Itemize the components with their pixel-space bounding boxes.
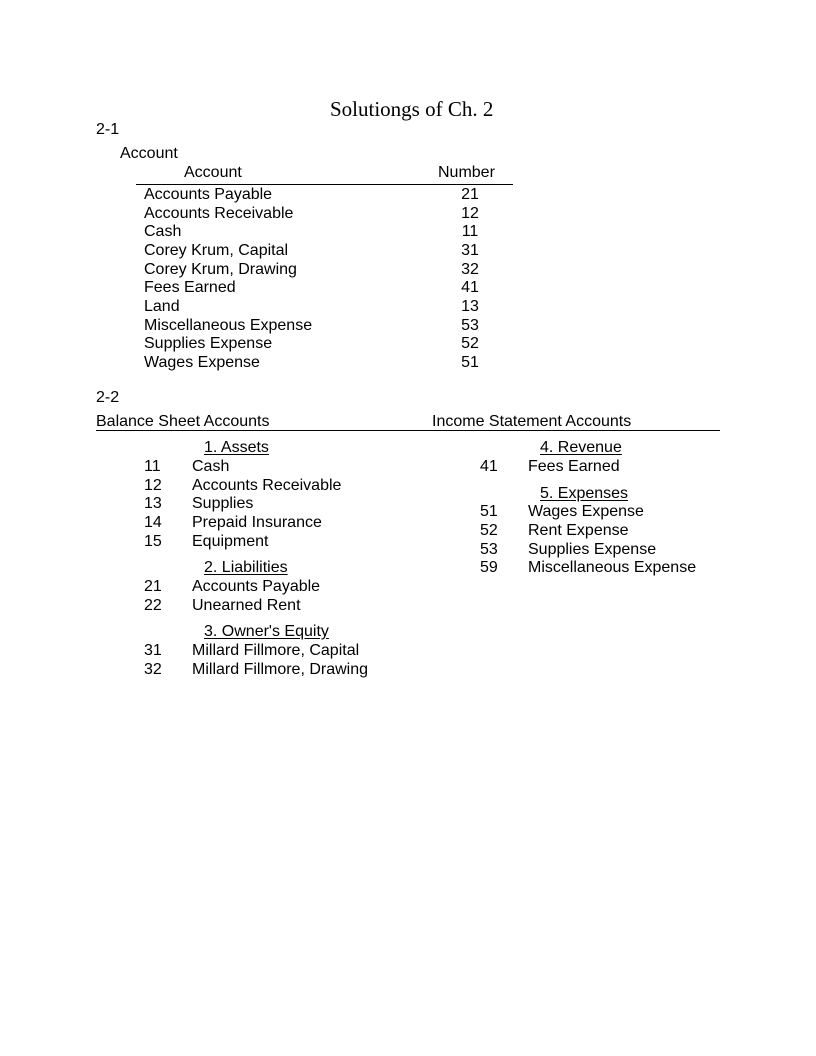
- account-name: Accounts Payable: [192, 578, 321, 595]
- account-number: 13: [144, 495, 162, 512]
- account-number: 12: [144, 477, 162, 494]
- account-name: Supplies Expense: [528, 541, 657, 558]
- page-title: Solutiongs of Ch. 2: [330, 97, 494, 121]
- account-number: 22: [144, 597, 162, 614]
- account-number: 59: [480, 559, 498, 576]
- account-number: 21: [144, 578, 162, 595]
- account-number: 11: [144, 458, 161, 475]
- account-number: 14: [144, 514, 162, 531]
- account-name: Unearned Rent: [192, 597, 301, 614]
- account-name: Wages Expense: [528, 503, 644, 520]
- column-header-caption-account: Account: [120, 145, 178, 162]
- account-name: Fees Earned: [528, 458, 620, 475]
- account-name: Supplies: [192, 495, 254, 512]
- account-number: 53: [461, 317, 479, 334]
- account-name: Accounts Receivable: [144, 205, 294, 222]
- account-name: Millard Fillmore, Capital: [192, 642, 360, 659]
- account-number: 21: [461, 186, 479, 203]
- account-name: Supplies Expense: [144, 335, 273, 352]
- account-number: 15: [144, 533, 162, 550]
- liabilities-heading: 2. Liabilities: [204, 559, 288, 576]
- exercise-label-2-1: 2-1: [96, 121, 120, 138]
- account-number: 52: [461, 335, 479, 352]
- column-header-number: Number: [438, 164, 495, 181]
- account-number: 31: [461, 242, 479, 259]
- exercise-label-2-2: 2-2: [96, 389, 120, 406]
- account-name: Cash: [144, 223, 182, 240]
- header-rule: [136, 184, 513, 185]
- account-number: 53: [480, 541, 498, 558]
- chart-header-rule: [96, 430, 720, 431]
- account-name: Miscellaneous Expense: [144, 317, 313, 334]
- account-number: 12: [461, 205, 479, 222]
- balance-sheet-header: Balance Sheet Accounts: [96, 413, 270, 430]
- account-number: 52: [480, 522, 498, 539]
- account-name: Prepaid Insurance: [192, 514, 322, 531]
- account-name: Accounts Receivable: [192, 477, 342, 494]
- income-statement-header: Income Statement Accounts: [432, 413, 632, 430]
- account-name: Land: [144, 298, 180, 315]
- assets-heading: 1. Assets: [204, 439, 269, 456]
- account-name: Corey Krum, Drawing: [144, 261, 297, 278]
- account-name: Rent Expense: [528, 522, 629, 539]
- account-number: 31: [144, 642, 162, 659]
- equity-heading: 3. Owner's Equity: [204, 623, 329, 640]
- account-name: Corey Krum, Capital: [144, 242, 289, 259]
- account-name: Accounts Payable: [144, 186, 273, 203]
- account-number: 51: [461, 354, 479, 371]
- account-number: 51: [480, 503, 498, 520]
- account-name: Fees Earned: [144, 279, 236, 296]
- account-name: Wages Expense: [144, 354, 260, 371]
- column-header-account: Account: [184, 164, 242, 181]
- account-number: 13: [461, 298, 479, 315]
- account-name: Equipment: [192, 533, 269, 550]
- account-name: Miscellaneous Expense: [528, 559, 697, 576]
- account-number: 11: [461, 223, 479, 240]
- revenue-heading: 4. Revenue: [540, 439, 622, 456]
- account-name: Cash: [192, 458, 230, 475]
- account-number: 41: [480, 458, 498, 475]
- account-number: 41: [461, 279, 479, 296]
- account-number: 32: [144, 661, 162, 678]
- account-number: 32: [461, 261, 479, 278]
- account-name: Millard Fillmore, Drawing: [192, 661, 369, 678]
- expenses-heading: 5. Expenses: [540, 485, 629, 502]
